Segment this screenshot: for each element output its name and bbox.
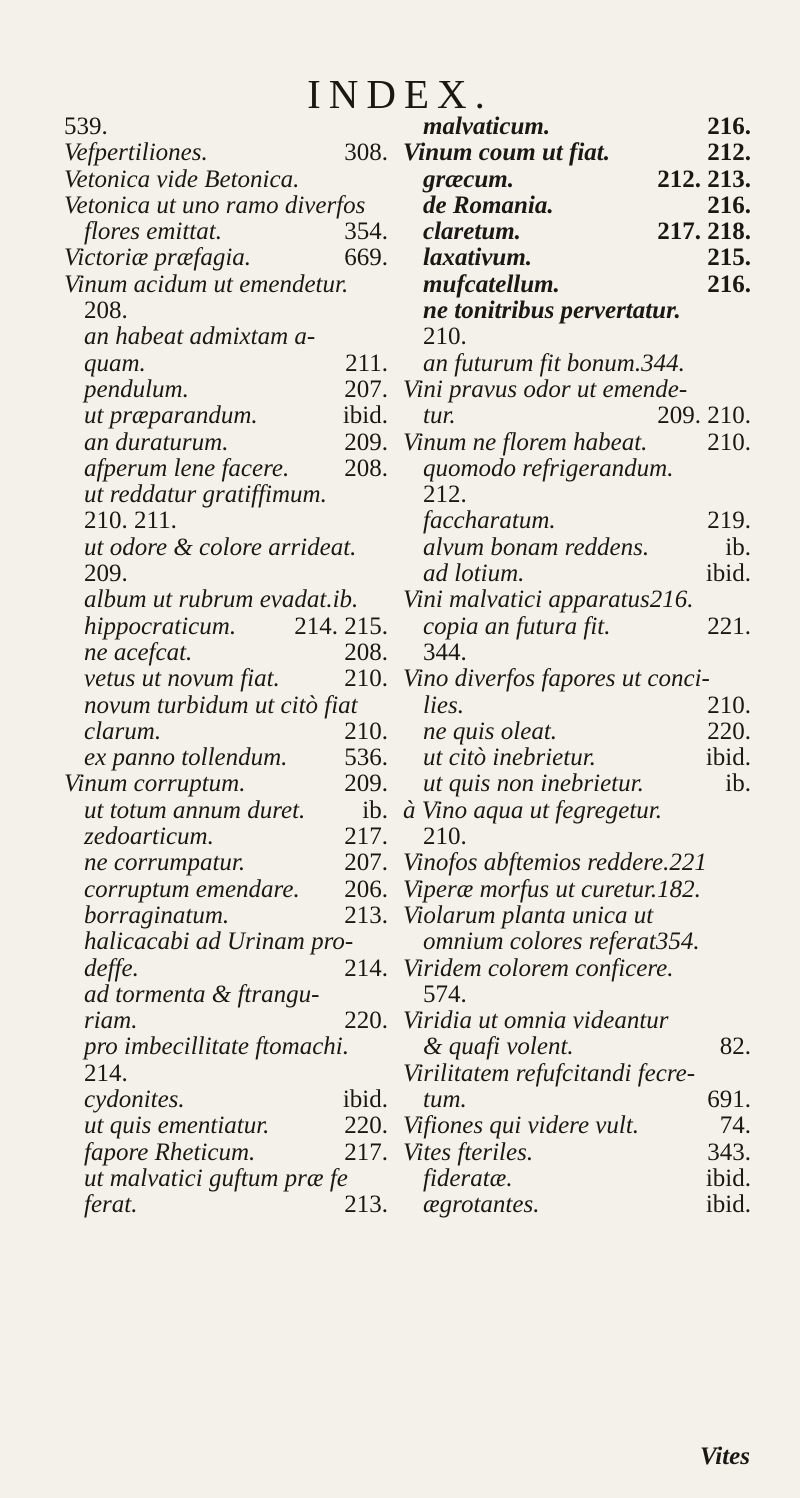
entry-page-ref: 669. — [344, 244, 388, 272]
index-entry — [403, 456, 751, 482]
entry-page-ref: 206. — [344, 875, 388, 903]
index-entry — [403, 114, 751, 140]
entry-text: an futurum fit bonum.344. — [423, 349, 685, 377]
entry-text: Victoriæ præfagia. — [64, 244, 252, 272]
entry-text: laxativum. — [423, 244, 533, 272]
entry-text: 210. 211. — [84, 507, 177, 535]
index-entry — [403, 1034, 751, 1060]
entry-text: corruptum emendare. — [84, 875, 300, 903]
entry-text: Vetonica ut uno ramo diverfos — [64, 191, 366, 219]
entry-page-ref: 308. — [344, 139, 388, 167]
entry-text: mufcatellum. — [423, 270, 560, 298]
entry-text: cydonites. — [84, 1085, 185, 1113]
entry-page-ref: 210. — [344, 665, 388, 693]
entry-text: ne tonitribus pervertatur. — [423, 297, 681, 325]
index-entry — [403, 666, 751, 692]
entry-page-ref: 214. 215. — [294, 612, 388, 640]
entry-text: 209. — [84, 560, 128, 588]
index-entry — [64, 771, 388, 797]
index-entry — [64, 167, 388, 193]
entry-page-ref: ibid. — [705, 1164, 751, 1192]
index-entry — [64, 482, 388, 508]
entry-page-ref: ibid. — [705, 560, 751, 588]
entry-page-ref: 215. — [707, 244, 751, 272]
index-entry — [64, 535, 388, 561]
entry-text: Vetonica vide Betonica. — [64, 165, 300, 193]
index-entry — [403, 298, 751, 324]
entry-text: pro imbecillitate ftomachi. — [84, 1033, 350, 1061]
index-entry — [403, 1140, 751, 1166]
entry-text: ut reddatur gratiffimum. — [84, 481, 327, 509]
index-entry — [403, 377, 751, 403]
entry-text: borraginatum. — [84, 901, 230, 929]
entry-text: Vinum corruptum. — [64, 770, 246, 798]
entry-page-ref: 210. — [707, 691, 751, 719]
index-entry — [64, 903, 388, 929]
left-column — [64, 114, 388, 1218]
entry-text: Viperæ morfus ut curetur.182. — [403, 875, 701, 903]
index-entry — [64, 1166, 388, 1192]
entry-page-ref: 212. — [707, 139, 751, 167]
entry-text: 210. — [423, 323, 467, 351]
entry-page-ref: 220. — [344, 1112, 388, 1140]
entry-text: vetus ut novum fiat. — [84, 665, 280, 693]
entry-text: ferat. — [84, 1191, 138, 1219]
entry-page-ref: 213. — [344, 901, 388, 929]
entry-page-ref: 216. — [707, 113, 751, 140]
entry-page-ref: 74. — [719, 1112, 751, 1140]
entry-text: ut totum annum duret. — [84, 796, 306, 824]
index-entry — [403, 1087, 751, 1113]
index-entry — [64, 193, 388, 219]
entry-text: ut malvatici guftum præ fe — [84, 1164, 348, 1192]
entry-text: 208. — [84, 297, 128, 325]
entry-text: Viridem colorem conficere. — [403, 954, 674, 982]
index-entry — [64, 929, 388, 955]
index-entry — [403, 324, 751, 350]
index-entry — [403, 1061, 751, 1087]
entry-text: fideratæ. — [423, 1164, 513, 1192]
index-entry — [64, 719, 388, 745]
entry-page-ref: ib. — [725, 533, 751, 561]
entry-text: græcum. — [423, 165, 514, 193]
index-entry — [64, 1087, 388, 1113]
entry-text: quomodo refrigerandum. — [423, 454, 674, 482]
entry-text: 214. — [84, 1059, 128, 1087]
entry-text: ne quis oleat. — [423, 717, 558, 745]
entry-text: zedoarticum. — [84, 823, 214, 851]
entry-page-ref: 210. — [344, 717, 388, 745]
entry-text: 212. — [423, 481, 467, 509]
entry-text: an habeat admixtam a- — [84, 323, 316, 351]
entry-text: 574. — [423, 980, 467, 1008]
index-entry — [403, 193, 751, 219]
index-entry — [403, 508, 751, 534]
entry-text: Vefpertiliones. — [64, 139, 208, 167]
entry-text: ægrotantes. — [423, 1191, 540, 1219]
entry-page-ref: 207. — [344, 849, 388, 877]
entry-page-ref: 354. — [344, 218, 388, 246]
index-entry — [64, 351, 388, 377]
entry-text: halicacabi ad Urinam pro- — [84, 928, 354, 956]
entry-text: fapore Rheticum. — [84, 1138, 256, 1166]
entry-text: clarum. — [84, 717, 162, 745]
entry-text: hippocraticum. — [84, 612, 237, 640]
entry-page-ref: 216. — [707, 270, 751, 298]
entry-text: ut citò inebrietur. — [423, 744, 596, 772]
index-entry — [403, 614, 751, 640]
index-entry — [403, 245, 751, 271]
entry-text: ut quis non inebrietur. — [423, 770, 644, 798]
entry-text: & quafi volent. — [423, 1033, 574, 1061]
index-entry — [64, 640, 388, 666]
entry-page-ref: 211. — [345, 349, 388, 377]
index-entry — [64, 982, 388, 1008]
index-entry — [64, 693, 388, 719]
entry-page-ref: 207. — [344, 375, 388, 403]
entry-page-ref: ib. — [725, 770, 751, 798]
entry-text: Vinum acidum ut emendetur. — [64, 270, 349, 298]
entry-page-ref: 221. — [707, 612, 751, 640]
index-entry — [403, 956, 751, 982]
entry-page-ref: 220. — [707, 717, 751, 745]
index-entry — [64, 587, 388, 613]
index-entry — [403, 850, 751, 876]
entry-page-ref: 217. — [344, 823, 388, 851]
entry-text: omnium colores referat354. — [423, 928, 700, 956]
entry-text: ad lotium. — [423, 560, 525, 588]
entry-text: ex panno tollendum. — [84, 744, 288, 772]
index-entry — [403, 1008, 751, 1034]
entry-page-ref: 209. — [344, 770, 388, 798]
index-entry — [403, 719, 751, 745]
index-entry — [64, 1061, 388, 1087]
entry-text: 539. — [64, 113, 108, 140]
index-entry — [64, 1008, 388, 1034]
entry-text: novum turbidum ut citò fiat — [84, 691, 358, 719]
entry-page-ref: 210. — [707, 428, 751, 456]
entry-text: alvum bonam reddens. — [423, 533, 650, 561]
entry-page-ref: 536. — [344, 744, 388, 772]
index-entry — [403, 167, 751, 193]
entry-page-ref: 691. — [707, 1085, 751, 1113]
index-entry — [64, 430, 388, 456]
index-entry — [403, 587, 751, 613]
entry-text: quam. — [84, 349, 146, 377]
entry-text: à Vino aqua ut fegregetur. — [403, 796, 662, 824]
index-entry — [403, 745, 751, 771]
entry-text: pendulum. — [84, 375, 189, 403]
index-entry — [403, 561, 751, 587]
entry-page-ref: ibid. — [342, 1085, 388, 1113]
entry-page-ref: ib. — [362, 796, 388, 824]
entry-page-ref: ibid. — [705, 1191, 751, 1219]
index-entry — [64, 614, 388, 640]
index-entry — [403, 982, 751, 1008]
index-entry — [64, 561, 388, 587]
index-entry — [64, 1113, 388, 1139]
entry-text: Vites fteriles. — [403, 1138, 534, 1166]
index-entry — [64, 272, 388, 298]
index-entry — [64, 850, 388, 876]
index-entry — [403, 482, 751, 508]
entry-text: Violarum planta unica ut — [403, 901, 654, 929]
entry-text: Viridia ut omnia videantur — [403, 1007, 669, 1035]
entry-text: Vinum coum ut fiat. — [403, 139, 611, 167]
entry-text: Vinofos abftemios reddere.221 — [403, 849, 707, 877]
index-entry — [403, 1192, 751, 1218]
index-entry — [64, 1140, 388, 1166]
index-entry — [64, 824, 388, 850]
entry-text: Vino diverfos fapores ut conci- — [403, 665, 710, 693]
entry-text: de Romania. — [423, 191, 554, 219]
index-entry — [403, 877, 751, 903]
entry-text: riam. — [84, 1007, 138, 1035]
index-entry — [403, 824, 751, 850]
index-entry — [64, 877, 388, 903]
index-entry — [403, 430, 751, 456]
entry-page-ref: ibid. — [342, 402, 388, 430]
entry-text: ut quis ementiatur. — [84, 1112, 270, 1140]
entry-page-ref: 208. — [344, 454, 388, 482]
entry-page-ref: 212. 213. — [657, 165, 751, 193]
entry-page-ref: 220. — [344, 1007, 388, 1035]
index-entry — [403, 798, 751, 824]
entry-text: ne corrumpatur. — [84, 849, 246, 877]
index-entry — [64, 508, 388, 534]
index-entry — [403, 535, 751, 561]
entry-page-ref: 217. 218. — [657, 218, 751, 246]
entry-text: afperum lene facere. — [84, 454, 290, 482]
entry-page-ref: 209. — [344, 428, 388, 456]
entry-text: tum. — [423, 1085, 467, 1113]
entry-page-ref: ibid. — [705, 744, 751, 772]
entry-page-ref: 217. — [344, 1138, 388, 1166]
entry-text: Vini pravus odor ut emende- — [403, 375, 688, 403]
index-entry — [403, 929, 751, 955]
index-entry — [403, 272, 751, 298]
index-entry — [64, 377, 388, 403]
entry-text: Vifiones qui videre vult. — [403, 1112, 640, 1140]
entry-text: ne acefcat. — [84, 638, 193, 666]
page-header: INDEX. — [307, 71, 493, 117]
right-column — [403, 114, 751, 1218]
index-entry — [64, 324, 388, 350]
entry-text: tur. — [423, 402, 456, 430]
index-entry — [64, 1034, 388, 1060]
entry-text: copia an futura fit. — [423, 612, 611, 640]
index-entry — [403, 1166, 751, 1192]
index-entry — [403, 219, 751, 245]
entry-text: Vini malvatici apparatus216. — [403, 586, 694, 614]
index-entry — [64, 245, 388, 271]
entry-page-ref: 216. — [707, 191, 751, 219]
index-entry — [64, 140, 388, 166]
entry-text: claretum. — [423, 218, 521, 246]
entry-text: Virilitatem refufcitandi fecre- — [403, 1059, 696, 1087]
index-entry — [64, 745, 388, 771]
index-entry — [64, 666, 388, 692]
entry-text: an duraturum. — [84, 428, 229, 456]
entry-text: ad tormenta & ftrangu- — [84, 980, 320, 1008]
entry-page-ref: 209. 210. — [657, 402, 751, 430]
entry-text: album ut rubrum evadat.ib. — [84, 586, 359, 614]
entry-text: 344. — [423, 638, 467, 666]
entry-page-ref: 213. — [344, 1191, 388, 1219]
entry-text: malvaticum. — [423, 113, 551, 140]
entry-page-ref: 82. — [719, 1033, 751, 1061]
index-entry — [64, 456, 388, 482]
index-entry — [64, 114, 388, 140]
entry-text: deffe. — [84, 954, 139, 982]
index-entry — [64, 298, 388, 324]
entry-text: flores emittat. — [84, 218, 222, 246]
entry-page-ref: 219. — [707, 507, 751, 535]
index-entry — [403, 403, 751, 429]
entry-text: ut odore & colore arrideat. — [84, 533, 357, 561]
index-entry — [64, 1192, 388, 1218]
index-entry — [403, 1113, 751, 1139]
index-entry — [403, 640, 751, 666]
index-entry — [403, 771, 751, 797]
entry-page-ref: 343. — [707, 1138, 751, 1166]
catchword: Vites — [699, 1443, 750, 1470]
index-entry — [403, 351, 751, 377]
entry-page-ref: 208. — [344, 638, 388, 666]
entry-text: ut præparandum. — [84, 402, 258, 430]
index-entry — [403, 140, 751, 166]
entry-page-ref: 214. — [344, 954, 388, 982]
entry-text: faccharatum. — [423, 507, 556, 535]
entry-text: 210. — [423, 823, 467, 851]
index-entry — [403, 693, 751, 719]
entry-text: lies. — [423, 691, 464, 719]
index-entry — [403, 903, 751, 929]
index-entry — [64, 798, 388, 824]
index-entry — [64, 403, 388, 429]
index-entry — [64, 956, 388, 982]
index-entry — [64, 219, 388, 245]
entry-text: Vinum ne florem habeat. — [403, 428, 648, 456]
